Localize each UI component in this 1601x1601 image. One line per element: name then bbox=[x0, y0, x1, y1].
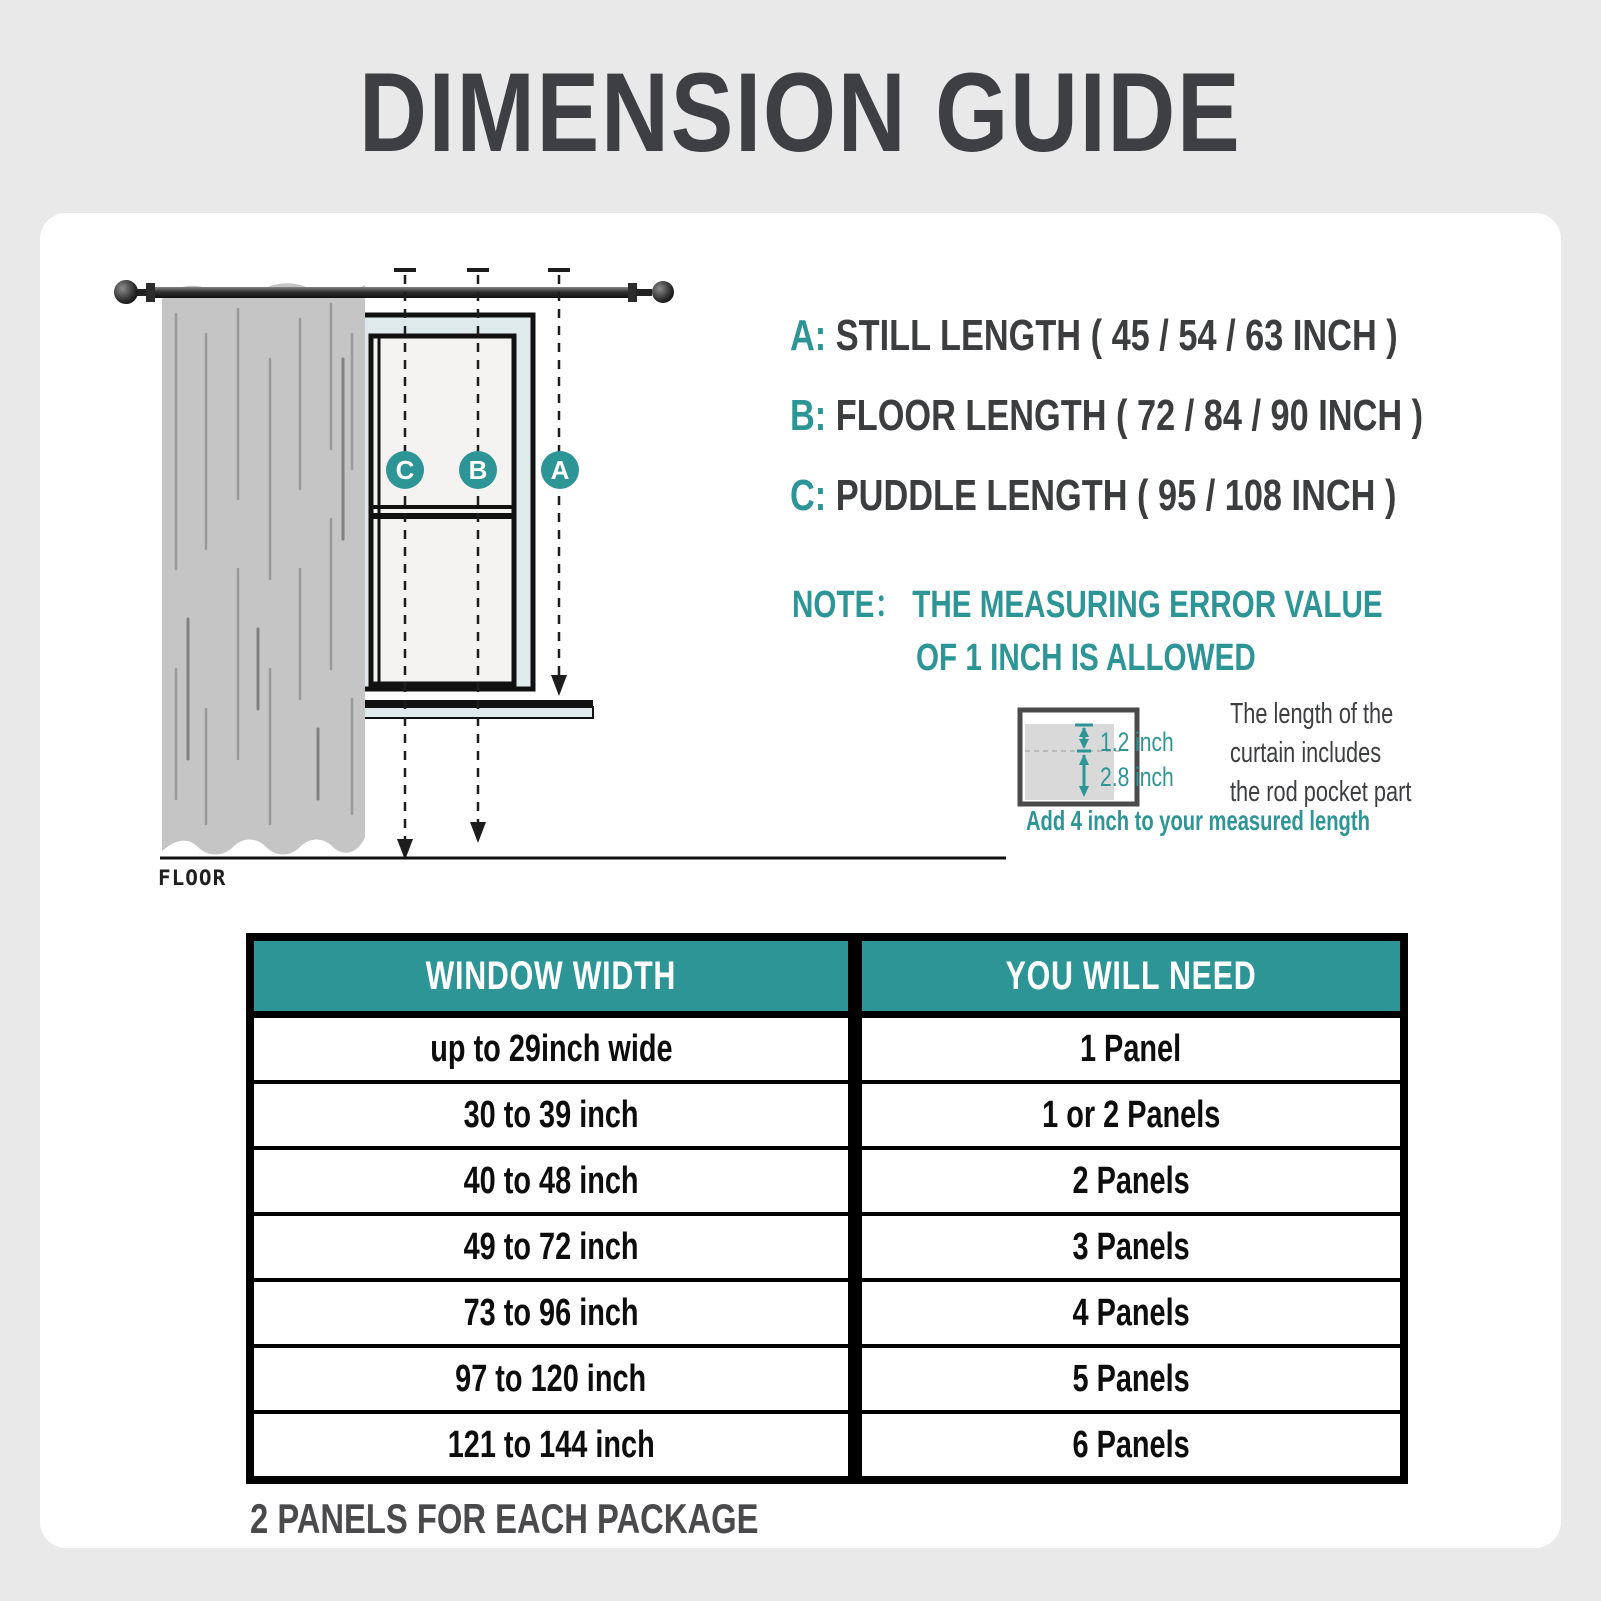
dim-b-text: FLOOR LENGTH ( 72 / 84 / 90 INCH ) bbox=[835, 391, 1424, 440]
table-row: 30 to 39 inch 1 or 2 Panels bbox=[250, 1082, 1404, 1148]
package-footnote: 2 PANELS FOR EACH PACKAGE bbox=[250, 1495, 759, 1542]
rod-pocket-caption: The length of the curtain includes the rod pocket part bbox=[1230, 698, 1412, 808]
label-c-badge: C bbox=[386, 451, 424, 489]
curtain-panel bbox=[162, 283, 365, 854]
dim-b-key: B: bbox=[790, 391, 827, 440]
note-line-2: OF 1 INCH IS ALLOWED bbox=[916, 637, 1256, 679]
table-row: 97 to 120 inch 5 Panels bbox=[250, 1346, 1404, 1412]
note-line-1: NOTE： THE MEASURING ERROR VALUE bbox=[792, 584, 1383, 626]
window-sill bbox=[344, 700, 593, 718]
rod-pocket-tip: Add 4 inch to your measured length bbox=[1026, 805, 1370, 836]
dim-a-text: STILL LENGTH ( 45 / 54 / 63 INCH ) bbox=[835, 311, 1398, 360]
dim-a-key: A: bbox=[790, 311, 827, 360]
dim-c-puddle-length bbox=[790, 471, 1567, 521]
window bbox=[352, 315, 533, 689]
label-a-badge: A bbox=[541, 451, 579, 489]
dim-a-still-length bbox=[790, 311, 1569, 361]
table-row: 73 to 96 inch 4 Panels bbox=[250, 1280, 1404, 1346]
col-header-you-will-need: YOU WILL NEED bbox=[855, 937, 1404, 1015]
floor-label: FLOOR bbox=[158, 866, 227, 890]
panel-count-table bbox=[246, 933, 1408, 1484]
table-row: 121 to 144 inch 6 Panels bbox=[250, 1412, 1404, 1480]
rod-pocket-top-measure: 1.2 inch bbox=[1100, 727, 1174, 757]
dim-c-key: C: bbox=[790, 471, 827, 520]
col-header-window-width: WINDOW WIDTH bbox=[250, 937, 855, 1015]
rod-pocket-diagram bbox=[1013, 702, 1163, 817]
table-row: up to 29inch wide 1 Panel bbox=[250, 1015, 1404, 1083]
content-card bbox=[40, 213, 1561, 1548]
label-b-badge: B bbox=[459, 451, 497, 489]
table-row: 49 to 72 inch 3 Panels bbox=[250, 1214, 1404, 1280]
rod-pocket-bottom-measure: 2.8 inch bbox=[1100, 762, 1174, 792]
dim-b-floor-length bbox=[790, 391, 1601, 441]
dim-c-text: PUDDLE LENGTH ( 95 / 108 INCH ) bbox=[835, 471, 1397, 520]
page-title: DIMENSION GUIDE bbox=[359, 50, 1242, 175]
table-row: 40 to 48 inch 2 Panels bbox=[250, 1148, 1404, 1214]
